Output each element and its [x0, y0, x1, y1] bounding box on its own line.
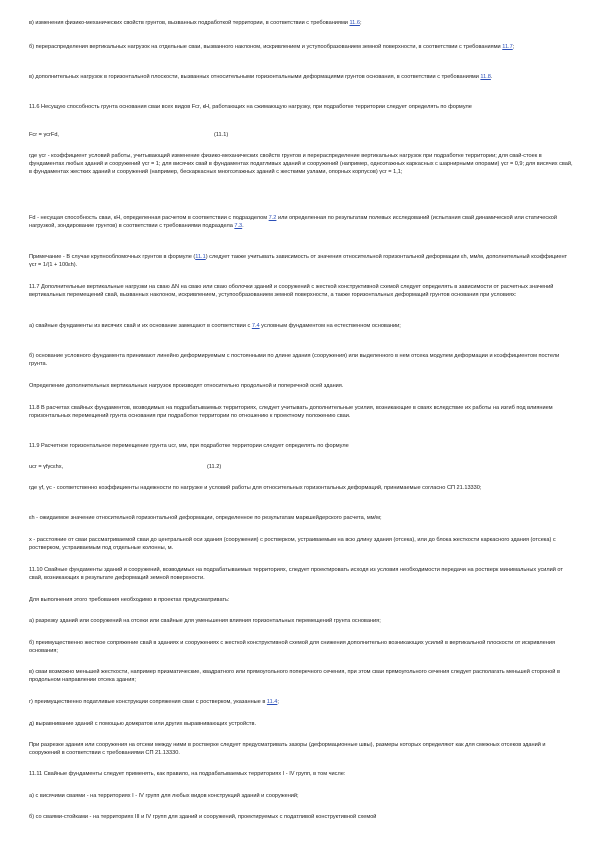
paragraph-fd: Fd - несущая способность сваи, кН, определенная расчетом в соответствии с подразделом 7.2 или определенная по результатам полевых исследований (испытания свай динамической или статической нагрузкой, зондирование грунтов) в соответствии с требованиями подраздела 7.3.: [29, 215, 557, 229]
paragraph-axes: Определение дополнительных вертикальных нагрузок производят относительно продольной и поперечной осей здания.: [29, 383, 344, 389]
link-7-2[interactable]: 7.2: [268, 215, 277, 221]
link-11-8[interactable]: 11.8: [480, 74, 491, 80]
link-11-6[interactable]: 11.6: [349, 20, 360, 26]
formula-11-2: ucr = γfγcεhx, (11.2): [29, 464, 222, 470]
link-7-3[interactable]: 7.3: [234, 223, 243, 229]
paragraph-requirements: Для выполнения этого требования необходимо в проектах предусматривать:: [29, 597, 230, 603]
paragraph-note: Примечание - В случае крупнообломочных грунтов в формуле (11.1) следует также учитывать зависимость от значения относительной горизонтальной деформации εh, мм/м, дополнительный коэффициент γcr = 1/(1 + 100εh).: [29, 254, 568, 268]
paragraph-11-8: 11.8 В расчетах свайных фундаментов, возводимых на подрабатываемых территориях, следует учитывать дополнительные усилия, возникающие в сваях вследствие их работы на изгиб под влиянием горизонтальных перемещений грунта основания при подработке территории по отношению к проектному положению сваи.: [29, 405, 553, 419]
paragraph-11-7-b: б) основание условного фундамента принимают линейно деформируемым с постоянными по длине здания (сооружения) или выделенного в нем отсека модулем деформации и коэффициентом постели грунта.: [29, 353, 560, 367]
link-11-7[interactable]: 11.7: [502, 44, 513, 50]
paragraph-11-11-a: а) с висячими сваями - на территориях I - IV групп для любых видов конструкций зданий и сооружений;: [29, 793, 299, 799]
paragraph-item-a: в) изменения физико-механических свойств грунтов, вызванных подработкой территории, в соответствии с требованиями 11.6;: [29, 20, 362, 26]
paragraph-x: x - расстояние от сваи рассматриваемой сваи до центральной оси здания (сооружения) с ростверком, устраиваемым на всю длину здания (отсека), или до блока жесткости каркасного здания (отсека) с ростверком, устраиваемым под отдельные колонны, м.: [29, 537, 556, 551]
paragraph-11-7-a: а) свайные фундаменты из висячих свай и их основание замещают в соответствии с 7.4 условным фундаментом на естественном основании;: [29, 323, 401, 329]
paragraph-gamma-f: где γf, γc - соответственно коэффициенты надежности по нагрузке и условий работы для относительных горизонтальных деформаций, принимаемые согласно СП 21.13330;: [29, 485, 482, 491]
formula-number: (11.2): [207, 464, 222, 470]
paragraph-11-10: 11.10 Свайные фундаменты зданий и сооружений, возводимых на подрабатываемых территориях, следует проектировать исходя из условия необходимости передачи на ростверк минимальных усилий от свай, возникающих в результате деформаций земной поверхности.: [29, 567, 563, 581]
formula-11-1: Fcr = γcrFd, (11.1): [29, 132, 229, 138]
paragraph-joints: При разрезке здания или сооружения на отсеки между ними в ростверке следует предусматривать зазоры (деформационные швы), размеры которых определяют как для смежных отсеков зданий и сооружений в соответствии с требованиями СП 21.13330.: [29, 742, 546, 756]
paragraph-req-g: г) преимущественно податливые конструкции сопряжения сваи с ростверком, указанные в 11.4;: [29, 699, 279, 705]
paragraph-req-b: б) преимущественно жесткое сопряжение свай в зданиях и сооружениях с жесткой конструктивной схемой для снижения дополнительно возникающих усилий в вертикальной плоскости от искривления основания;: [29, 640, 555, 654]
paragraph-req-a: а) разрезку зданий или сооружений на отсеки или свайные для уменьшения влияния горизонтальных перемещений грунта основания;: [29, 618, 381, 624]
formula-number: (11.1): [214, 132, 229, 138]
paragraph-11-11: 11.11 Свайные фундаменты следует применять, как правило, на подрабатываемых территориях I - IV групп, в том числе:: [29, 771, 346, 777]
link-7-4[interactable]: 7.4: [251, 323, 260, 329]
paragraph-11-7: 11.7 Дополнительные вертикальные нагрузки на сваю ΔN на сваю или сваю оболочки зданий и сооружений с жесткой конструктивной схемой следует определять в зависимости от расчетных значений вертикальных перемещений свай, вызванных наклоном, искривлением, уступообразованием земной поверхности, а также горизонтальных деформаций грунтов основания при условиях:: [29, 284, 554, 298]
paragraph-11-9: 11.9 Расчетное горизонтальное перемещение грунта ucr, мм, при подработке территории следует определять по формуле: [29, 443, 349, 449]
paragraph-req-d: д) выравнивание зданий с помощью домкратов или других выравнивающих устройств.: [29, 721, 257, 727]
document-page: [29, 0, 574, 842]
paragraph-item-v: в) дополнительных нагрузок в горизонтальной плоскости, вызванных относительными горизонтальными деформациями грунтов основания, в соответствии с требованиями 11.8.: [29, 74, 493, 80]
paragraph-gamma-cr: где γcr - коэффициент условий работы, учитывающий изменение физико-механических свойств грунтов и перераспределение вертикальных нагрузок при подработке территории; для свай-стоек в фундаментах любых зданий и сооружений γcr = 1; для висячих свай в фундаментах податливых зданий и сооружений (например, одноэтажных каркасных с шарнирными опорами) γcr = 0,9; для висячих свай, в фундаментах жестких зданий и сооружений (например, бескаркасных многоэтажных зданий с жесткими узлами, опорных корпусов) γcr = 1,1;: [29, 153, 573, 175]
paragraph-eps-h: εh - ожидаемое значение относительной горизонтальной деформации, определенное по результатам маркшейдерского расчета, мм/м;: [29, 515, 382, 521]
paragraph-req-v: в) сваи возможно меньшей жесткости, например призматические, квадратного или прямоугольного поперечного сечения, при этом сваи прямоугольного сечения следует располагать меньшей стороной в продольном направлении отсека здания;: [29, 669, 560, 683]
link-11-1[interactable]: 11.1: [195, 254, 206, 260]
paragraph-11-6: 11.6 Несущую способность грунта основания сваи всех видов Fcr, кН, работающих на сжимающую нагрузку, при подработке территории следует определять по формуле: [29, 104, 472, 110]
paragraph-11-11-b: б) со сваями-стойками - на территориях III и IV групп для зданий и сооружений, проектируемых с податливой конструктивной схемой: [29, 814, 377, 820]
link-11-4[interactable]: 11.4: [266, 699, 278, 705]
paragraph-item-b: б) перераспределения вертикальных нагрузок на отдельные сваи, вызванного наклоном, искривлением и уступообразованием земной поверхности, в соответствии с требованиями 11.7;: [29, 44, 515, 50]
